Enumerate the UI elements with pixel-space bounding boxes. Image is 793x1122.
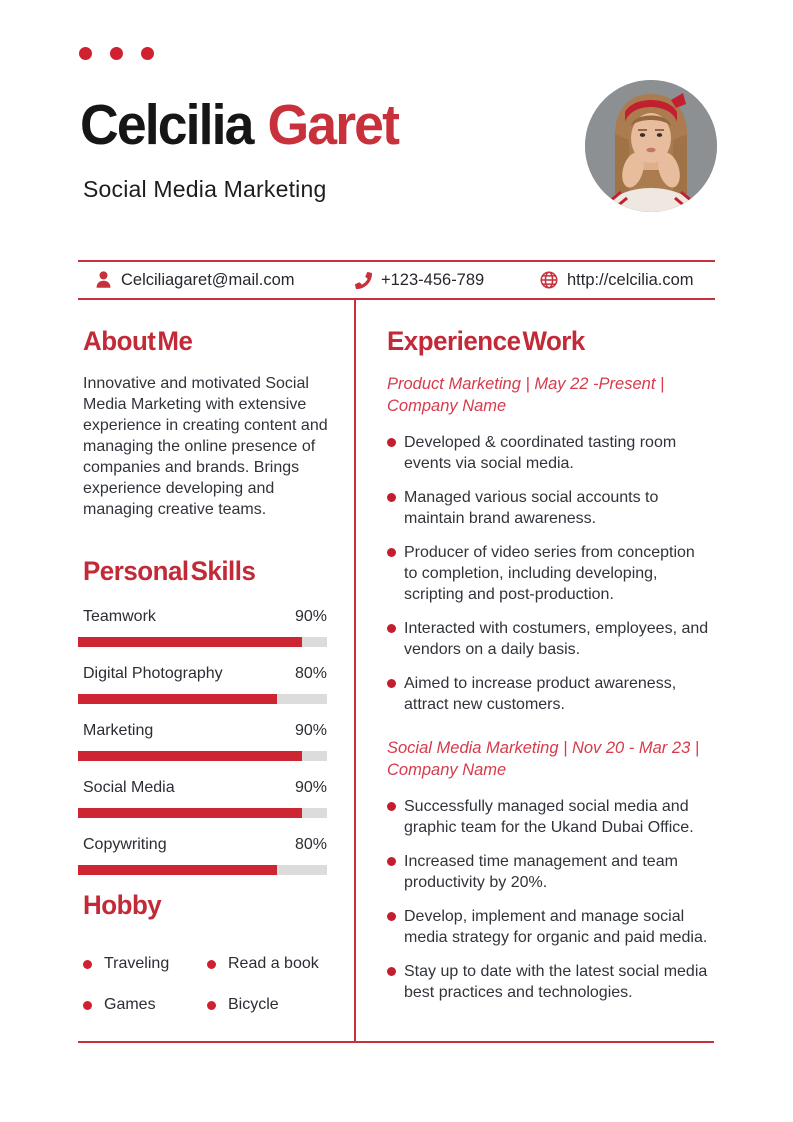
hobby-list — [83, 954, 345, 1015]
hobby-label: Games — [104, 996, 156, 1013]
person-icon — [95, 271, 112, 289]
skill-label: Marketing — [83, 722, 154, 739]
job-bullet: Successfully managed social media and graphic team for the Ukand Dubai Office. — [387, 796, 709, 838]
hobby-item — [207, 954, 345, 974]
last-name: Garet — [267, 93, 399, 157]
phone-text: +123-456-789 — [381, 270, 485, 289]
skill-bar-track — [78, 694, 327, 704]
skill-label: Teamwork — [83, 608, 156, 625]
skill-item — [78, 608, 327, 647]
contact-website — [540, 262, 694, 298]
job-title: Product Marketing | May 22 -Present | Company Name — [387, 375, 665, 415]
skill-bar-fill — [78, 751, 302, 761]
skill-bar-fill — [78, 808, 302, 818]
job-bullet-list — [387, 796, 709, 1003]
skill-percent: 80% — [294, 665, 327, 682]
skill-bar-track — [78, 808, 327, 818]
hobby-section — [83, 890, 345, 1015]
job-bullet: Develop, implement and manage social media strategy for organic and paid media. — [387, 906, 709, 948]
skills-heading: Personal Skills — [83, 556, 256, 586]
dot — [79, 47, 92, 60]
job-bullet: Aimed to increase product awareness, attract new customers. — [387, 673, 709, 715]
skill-bar-fill — [78, 865, 277, 875]
skill-item — [78, 722, 327, 761]
skill-bar-track — [78, 865, 327, 875]
skill-percent: 90% — [294, 722, 327, 739]
first-name: Celcilia — [80, 93, 253, 157]
hobby-label: Bicycle — [228, 996, 279, 1013]
about-text: Innovative and motivated Social Media Marketing with extensive experience in creating content and managing the online presence of companies and brands. Brings experience developing and managing creative teams. — [83, 375, 328, 518]
hobby-item — [207, 995, 345, 1015]
job-bullet: Managed various social accounts to maintain brand awareness. — [387, 487, 709, 529]
person-name — [80, 92, 398, 158]
dot — [141, 47, 154, 60]
bullet-icon — [207, 1001, 216, 1010]
bullet-icon — [207, 960, 216, 969]
job-bullet-list — [387, 432, 709, 715]
skills-section — [78, 556, 327, 893]
skill-item — [78, 779, 327, 818]
skill-bar-fill — [78, 694, 277, 704]
skill-bar-track — [78, 751, 327, 761]
hobby-label: Read a book — [228, 955, 319, 972]
globe-icon — [540, 271, 558, 289]
hobby-heading: Hobby — [83, 890, 162, 920]
bottom-rule — [78, 1041, 714, 1043]
job-subtitle: Social Media Marketing — [83, 176, 327, 202]
experience-heading: Experience Work — [387, 326, 585, 356]
phone-icon — [355, 272, 372, 289]
experience-section — [387, 326, 709, 1016]
job-bullet: Stay up to date with the latest social media best practices and technologies. — [387, 961, 709, 1003]
hobby-label: Traveling — [104, 955, 170, 972]
dot — [110, 47, 123, 60]
contact-phone — [355, 262, 484, 298]
hobby-item — [83, 995, 207, 1015]
profile-photo-illustration — [585, 80, 717, 212]
job-bullet: Producer of video series from conception to completion, including developing, scripting and post-production. — [387, 542, 709, 605]
job-bullet: Developed & coordinated tasting room events via social media. — [387, 432, 709, 474]
job-bullet: Interacted with costumers, employees, and vendors on a daily basis. — [387, 618, 709, 660]
column-divider — [354, 298, 356, 1042]
bullet-icon — [83, 1001, 92, 1010]
skill-label: Digital Photography — [83, 665, 223, 682]
skill-label: Copywriting — [83, 836, 167, 853]
skill-list — [78, 608, 327, 875]
hobby-item — [83, 954, 207, 974]
skill-percent: 90% — [294, 608, 327, 625]
job-bullet: Increased time management and team productivity by 20%. — [387, 851, 709, 893]
skill-percent: 90% — [294, 779, 327, 796]
skill-item — [78, 836, 327, 875]
skill-item — [78, 665, 327, 704]
website-text: http://celcilia.com — [567, 270, 694, 289]
job-title: Social Media Marketing | Nov 20 - Mar 23 | Company Name — [387, 739, 700, 779]
email-text: Celciliagaret@mail.com — [121, 270, 295, 289]
decorative-dots — [79, 47, 154, 60]
about-section — [83, 326, 333, 520]
skill-bar-fill — [78, 637, 302, 647]
skill-label: Social Media — [83, 779, 175, 796]
bullet-icon — [83, 960, 92, 969]
profile-photo — [585, 80, 717, 212]
contact-email — [95, 262, 295, 298]
about-heading: About Me — [83, 326, 193, 356]
contact-bar — [78, 260, 715, 300]
skill-percent: 80% — [294, 836, 327, 853]
skill-bar-track — [78, 637, 327, 647]
